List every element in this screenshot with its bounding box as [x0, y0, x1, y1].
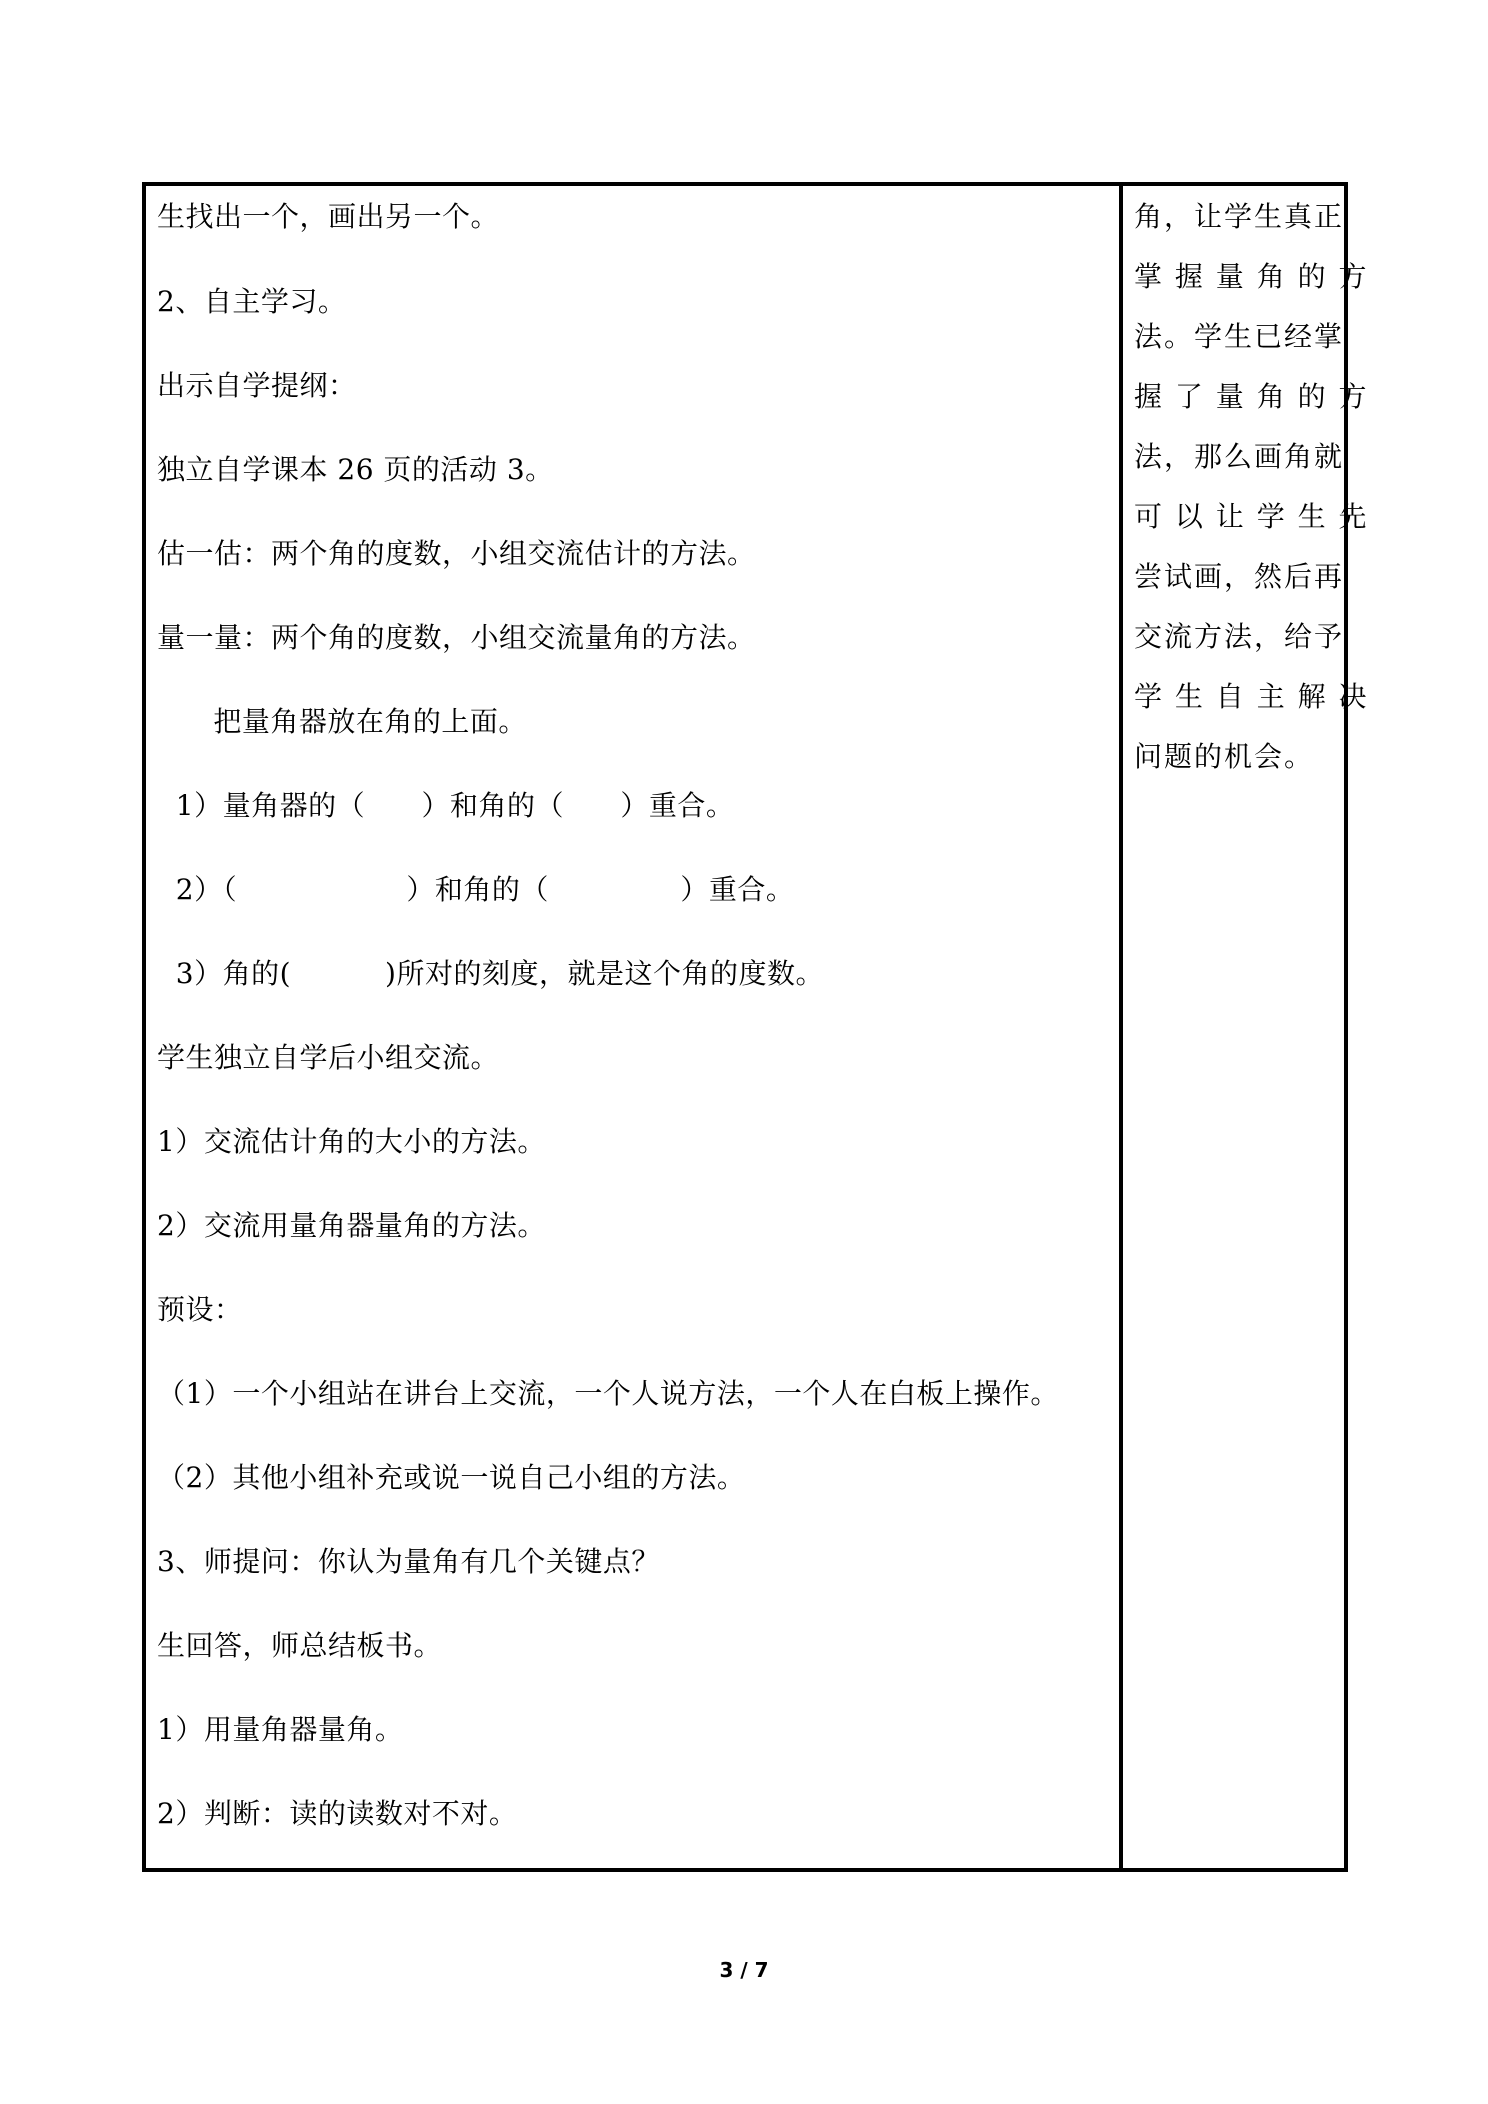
text-line: 2）判断：读的读数对不对。 — [157, 1797, 518, 1830]
text-line: 3、师提问：你认为量角有几个关键点？ — [157, 1545, 660, 1578]
text-line: 学生独立自学后小组交流。 — [157, 1041, 500, 1074]
text-line: 出示自学提纲： — [157, 369, 357, 402]
text-line: （1）一个小组站在讲台上交流，一个人说方法，一个人在白板上操作。 — [157, 1377, 1059, 1410]
text-line: （2）其他小组补充或说一说自己小组的方法。 — [157, 1461, 746, 1494]
text-line: 预设： — [157, 1293, 243, 1326]
text-line: 2、自主学习。 — [157, 285, 347, 318]
note-line: 尝试画，然后再 — [1134, 560, 1345, 593]
text-line: 生找出一个，画出另一个。 — [157, 200, 500, 233]
page-number: 3 / 7 — [719, 1958, 769, 1982]
note-line: 角，让学生真正 — [1134, 200, 1345, 233]
note-line: 法。学生已经掌 — [1134, 320, 1345, 353]
note-line: 掌 握 量 角 的 方 — [1134, 260, 1369, 293]
fill-in-line: 3）角的( )所对的刻度，就是这个角的度数。 — [157, 957, 824, 990]
note-line: 学 生 自 主 解 决 — [1134, 680, 1369, 713]
note-line: 交流方法，给予 — [1134, 620, 1345, 653]
column-divider — [1119, 182, 1123, 1872]
fill-in-line: 2）（ ）和角的（ ）重合。 — [157, 873, 795, 906]
note-line: 法，那么画角就 — [1134, 440, 1345, 473]
text-line: 估一估：两个角的度数，小组交流估计的方法。 — [157, 537, 756, 570]
note-line: 可 以 让 学 生 先 — [1134, 500, 1369, 533]
text-line: 1）用量角器量角。 — [157, 1713, 404, 1746]
text-line: 独立自学课本 26 页的活动 3。 — [157, 453, 554, 486]
text-line: 生回答，师总结板书。 — [157, 1629, 443, 1662]
lesson-table — [142, 182, 1348, 1872]
text-line: 1）交流估计角的大小的方法。 — [157, 1125, 546, 1158]
note-line: 问题的机会。 — [1134, 740, 1315, 773]
text-line: 2）交流用量角器量角的方法。 — [157, 1209, 546, 1242]
fill-in-line: 1）量角器的（ ）和角的（ ）重合。 — [157, 789, 735, 822]
text-line: 量一量：两个角的度数，小组交流量角的方法。 — [157, 621, 756, 654]
note-line: 握 了 量 角 的 方 — [1134, 380, 1369, 413]
text-line: 把量角器放在角的上面。 — [157, 705, 527, 738]
